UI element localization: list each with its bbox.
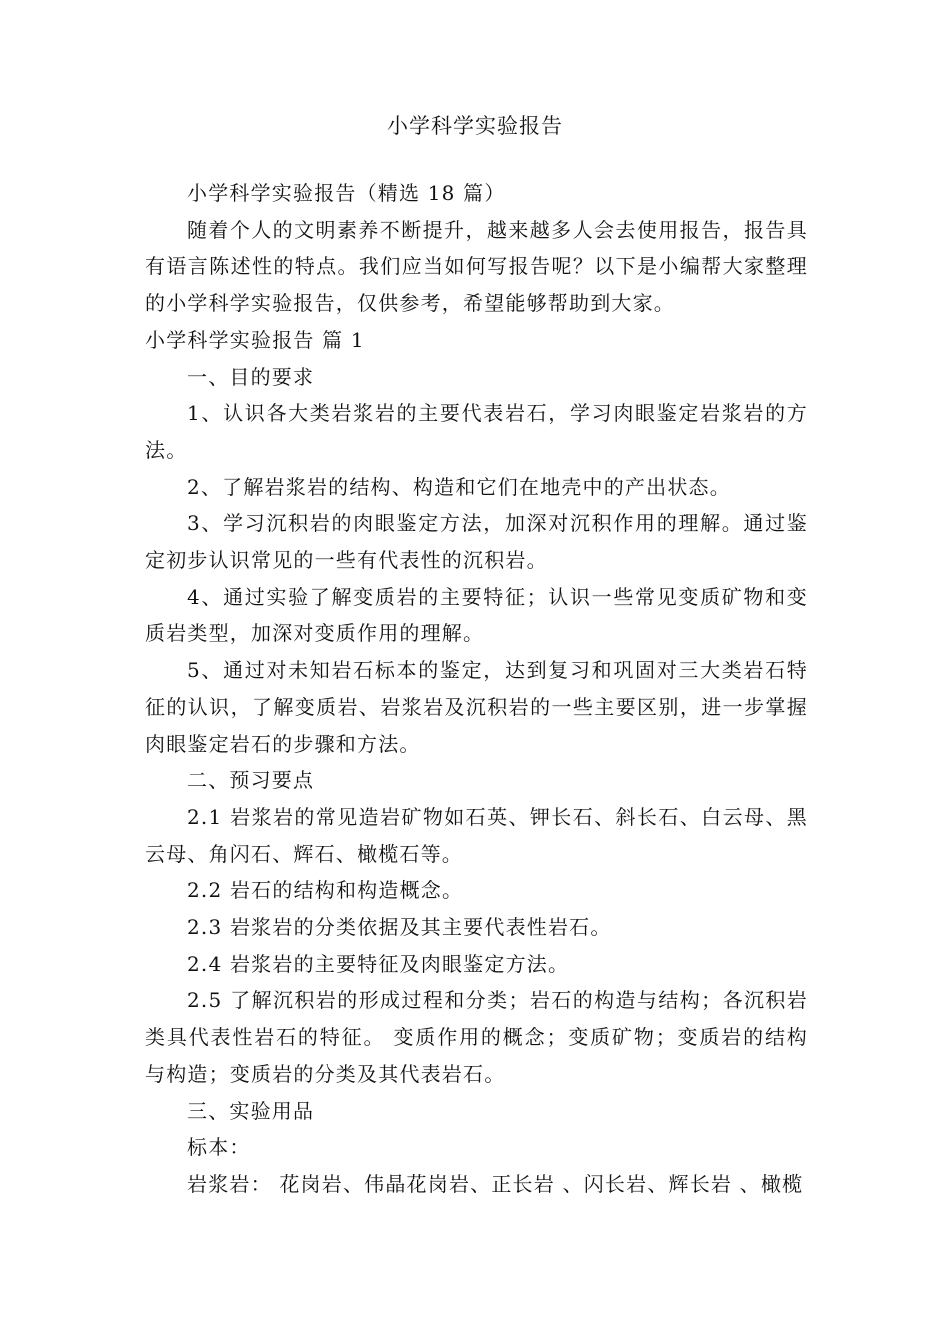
preview-item-2-5: 2.5 了解沉积岩的形成过程和分类；岩石的构造与结构；各沉积岩类具代表性岩石的特征。 变质作用的概念；变质矿物；变质岩的结构与构造；变质岩的分类及其代表岩石。 <box>145 988 808 1086</box>
subtitle-paragraph: 小学科学实验报告（精选 18 篇） <box>187 181 506 205</box>
preview-item-2-1: 2.1 岩浆岩的常见造岩矿物如石英、钾长石、斜长石、白云母、黑云母、角闪石、辉石、橄榄石等。 <box>145 804 808 866</box>
objective-item-4: 4、通过实验了解变质岩的主要特征；认识一些常见变质矿物和变质岩类型，加深对变质作用的理解。 <box>145 584 808 646</box>
preview-item-2-3: 2.3 岩浆岩的分类依据及其主要代表性岩石。 <box>187 915 612 940</box>
document-title: 小学科学实验报告 <box>387 114 563 138</box>
heading-objectives: 一、目的要求 <box>187 364 315 389</box>
heading-materials: 三、实验用品 <box>187 1098 315 1123</box>
objective-item-2: 2、了解岩浆岩的结构、构造和它们在地壳中的产出状态。 <box>187 474 731 499</box>
preview-item-2-2: 2.2 岩石的结构和构造概念。 <box>187 878 464 903</box>
preview-item-2-4: 2.4 岩浆岩的主要特征及肉眼鉴定方法。 <box>187 951 570 976</box>
objective-item-3: 3、学习沉积岩的肉眼鉴定方法，加深对沉积作用的理解。通过鉴定初步认识常见的一些有代表性的沉积岩。 <box>145 511 808 573</box>
objective-item-5: 5、通过对未知岩石标本的鉴定，达到复习和巩固对三大类岩石特征的认识，了解变质岩、岩浆岩及沉积岩的一些主要区别，进一步掌握肉眼鉴定岩石的步骤和方法。 <box>145 658 808 756</box>
objective-item-1: 1、认识各大类岩浆岩的主要代表岩石，学习肉眼鉴定岩浆岩的方法。 <box>145 401 808 462</box>
heading-preview: 二、预习要点 <box>187 768 315 793</box>
intro-paragraph: 随着个人的文明素养不断提升，越来越多人会去使用报告，报告具有语言陈述性的特点。我们应当如何写报告呢？以下是小编帮大家整理的小学科学实验报告，仅供参考，希望能够帮助到大家。 <box>145 217 808 316</box>
document-body <box>145 175 808 1203</box>
materials-igneous: 岩浆岩： 花岗岩、伟晶花岗岩、正长岩 、闪长岩、辉长岩 、橄榄 <box>187 1171 804 1196</box>
section-heading: 小学科学实验报告 篇 1 <box>145 327 365 352</box>
materials-specimens: 标本： <box>187 1135 251 1160</box>
